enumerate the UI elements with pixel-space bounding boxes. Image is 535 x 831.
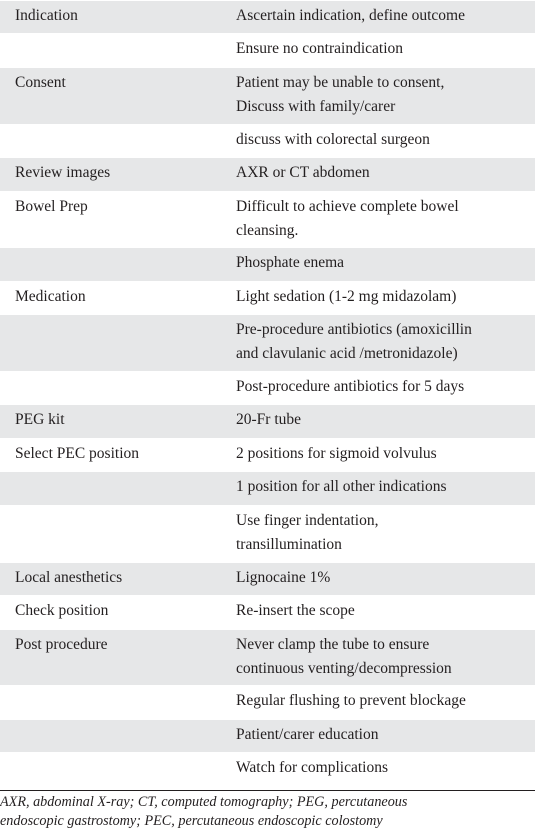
step-cell	[0, 315, 221, 318]
table-row	[0, 595, 535, 629]
table-row	[0, 281, 535, 314]
table-row	[0, 157, 535, 191]
step-cell: Post procedure	[15, 636, 108, 653]
table-row	[0, 404, 535, 438]
action-cell: Patient may be unable to consent, Discuss with family/carer	[236, 74, 445, 115]
action-cell: Light sedation (1-2 mg midazolam)	[236, 288, 457, 305]
action-cell: Patient/carer education	[236, 726, 379, 743]
table-row	[0, 247, 535, 281]
step-cell	[0, 753, 221, 756]
table-row	[0, 371, 535, 404]
step-cell	[0, 248, 221, 251]
action-cell: discuss with colorectal surgeon	[236, 131, 430, 148]
table-row	[0, 752, 535, 786]
action-cell: 1 position for all other indications	[236, 478, 447, 495]
action-cell: Post-procedure antibiotics for 5 days	[236, 378, 465, 395]
step-cell	[0, 686, 221, 689]
table-row	[0, 0, 535, 33]
step-cell: Medication	[15, 288, 86, 305]
action-cell: Pre-procedure antibiotics (amoxicillin and clavulanic acid /metronidazole)	[236, 321, 472, 362]
step-cell	[0, 34, 221, 37]
table-row	[0, 124, 535, 157]
table-row	[0, 191, 535, 247]
action-cell: Ensure no contraindication	[236, 40, 404, 57]
step-cell: Indication	[15, 7, 78, 24]
step-cell	[0, 720, 221, 723]
table-row	[0, 685, 535, 719]
action-cell: Difficult to achieve complete bowel cleansing.	[236, 198, 459, 239]
step-cell: Select PEC position	[15, 445, 139, 462]
table-row	[0, 471, 535, 505]
action-cell: Lignocaine 1%	[236, 569, 331, 586]
step-cell: Check position	[15, 602, 109, 619]
step-cell	[0, 372, 221, 375]
step-cell: Review images	[15, 164, 111, 181]
table-row	[0, 719, 535, 752]
table-row	[0, 629, 535, 685]
table-row	[0, 67, 535, 124]
action-cell: Ascertain indication, define outcome	[236, 7, 465, 24]
table-row	[0, 438, 535, 471]
step-cell: PEG kit	[15, 411, 65, 428]
action-cell: 2 positions for sigmoid volvulus	[236, 445, 437, 462]
step-cell: Consent	[15, 74, 66, 91]
table-row	[0, 33, 535, 67]
step-cell: Local anesthetics	[15, 569, 123, 586]
action-cell: Watch for complications	[236, 759, 388, 776]
table-row	[0, 562, 535, 595]
action-cell: 20-Fr tube	[236, 411, 302, 428]
step-cell: Bowel Prep	[15, 198, 88, 215]
table-row	[0, 505, 535, 562]
action-cell: Regular flushing to prevent blockage	[236, 692, 466, 709]
table-row	[0, 314, 535, 371]
action-cell: Use finger indentation, transillumination	[236, 512, 379, 553]
step-cell	[0, 506, 221, 509]
step-cell	[0, 472, 221, 475]
table-footnote: AXR, abdominal X-ray; CT, computed tomography; PEG, percutaneous endoscopic gastrostomy; PEC, percutaneous endoscopic colostomy	[0, 790, 535, 831]
action-cell: Re-insert the scope	[236, 602, 355, 619]
action-cell: Phosphate enema	[236, 254, 345, 271]
step-cell	[0, 125, 221, 128]
action-cell: AXR or CT abdomen	[236, 164, 370, 181]
action-cell: Never clamp the tube to ensure continuous venting/decompression	[236, 636, 452, 677]
